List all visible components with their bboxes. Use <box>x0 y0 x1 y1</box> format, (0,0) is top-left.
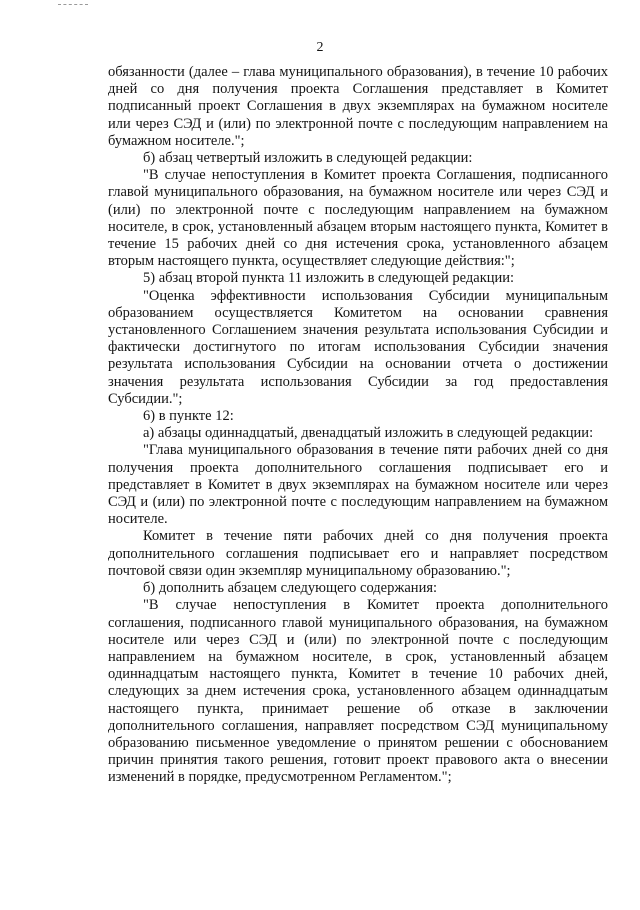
paragraph-3: "В случае непоступления в Комитет проекта Соглашения, подписанного главой муниципального образования, на бумажном носителе или через СЭД и (или) по электронной почте с последующим направлением на бумажном носителе, в срок, установленный абзацем вторым настоящего пункта, Комитет в течение 15 рабочих дней со дня истечения срока, установленного абзацем вторым настоящего пункта, осуществляет следующие действия:"; <box>108 167 608 270</box>
paragraph-6: 6) в пункте 12: <box>143 408 234 425</box>
document-body <box>108 64 608 787</box>
paragraph-7: а) абзацы одиннадцатый, двенадцатый изложить в следующей редакции: <box>143 425 594 442</box>
page-number: 2 <box>316 40 324 55</box>
paragraph-10: б) дополнить абзацем следующего содержания: <box>143 580 438 597</box>
paragraph-8: "Глава муниципального образования в течение пяти рабочих дней со дня получения проекта дополнительного соглашения подписывает его и представляет в Комитет в двух экземплярах на бумажном носителе или через СЭД и (или) по электронной почте с последующим направлением на бумажном носителе. <box>108 442 608 528</box>
paragraph-11: "В случае непоступления в Комитет проекта дополнительного соглашения, подписанного главой муниципального образования, на бумажном носителе или через СЭД и (или) по электронной почте с последующим направлением на бумажном носителе, в срок, установленный абзацем одиннадцатым настоящего пункта, Комитет в течение 10 рабочих дней, следующих за днем истечения срока, установленного абзацем одиннадцатым настоящего пункта, принимает решение об отказе в заключении дополнительного соглашения, направляет посредством СЭД муниципальному образованию письменное уведомление о принятом решении с обоснованием причин принятия такого решения, готовит проект правового акта о внесении изменений в порядке, предусмотренном Регламентом."; <box>108 597 608 786</box>
paragraph-5: "Оценка эффективности использования Субсидии муниципальным образованием осуществляется Комитетом на основании сравнения установленного Соглашением значения результата использования Субсидии и фактически достигнутого по итогам использования Субсидии значения результата использования Субсидии на основании отчета о достижении значения результата использования Субсидии за год предоставления Субсидии."; <box>108 287 608 407</box>
paragraph-4: 5) абзац второй пункта 11 изложить в следующей редакции: <box>143 270 515 287</box>
paragraph-9: Комитет в течение пяти рабочих дней со дня получения проекта дополнительного соглашения подписывает его и направляет посредством почтовой связи один экземпляр муниципальному образованию."; <box>108 528 608 579</box>
paragraph-2: б) абзац четвертый изложить в следующей редакции: <box>143 150 473 167</box>
paragraph-1: обязанности (далее – глава муниципального образования), в течение 10 рабочих дней со дня получения проекта Соглашения представляет в Комитет подписанный проект Соглашения в двух экземплярах на бумажном носителе или через СЭД и (или) по электронной почте с последующим направлением на бумажном носителе."; <box>108 64 608 149</box>
scan-artifact <box>58 4 88 7</box>
